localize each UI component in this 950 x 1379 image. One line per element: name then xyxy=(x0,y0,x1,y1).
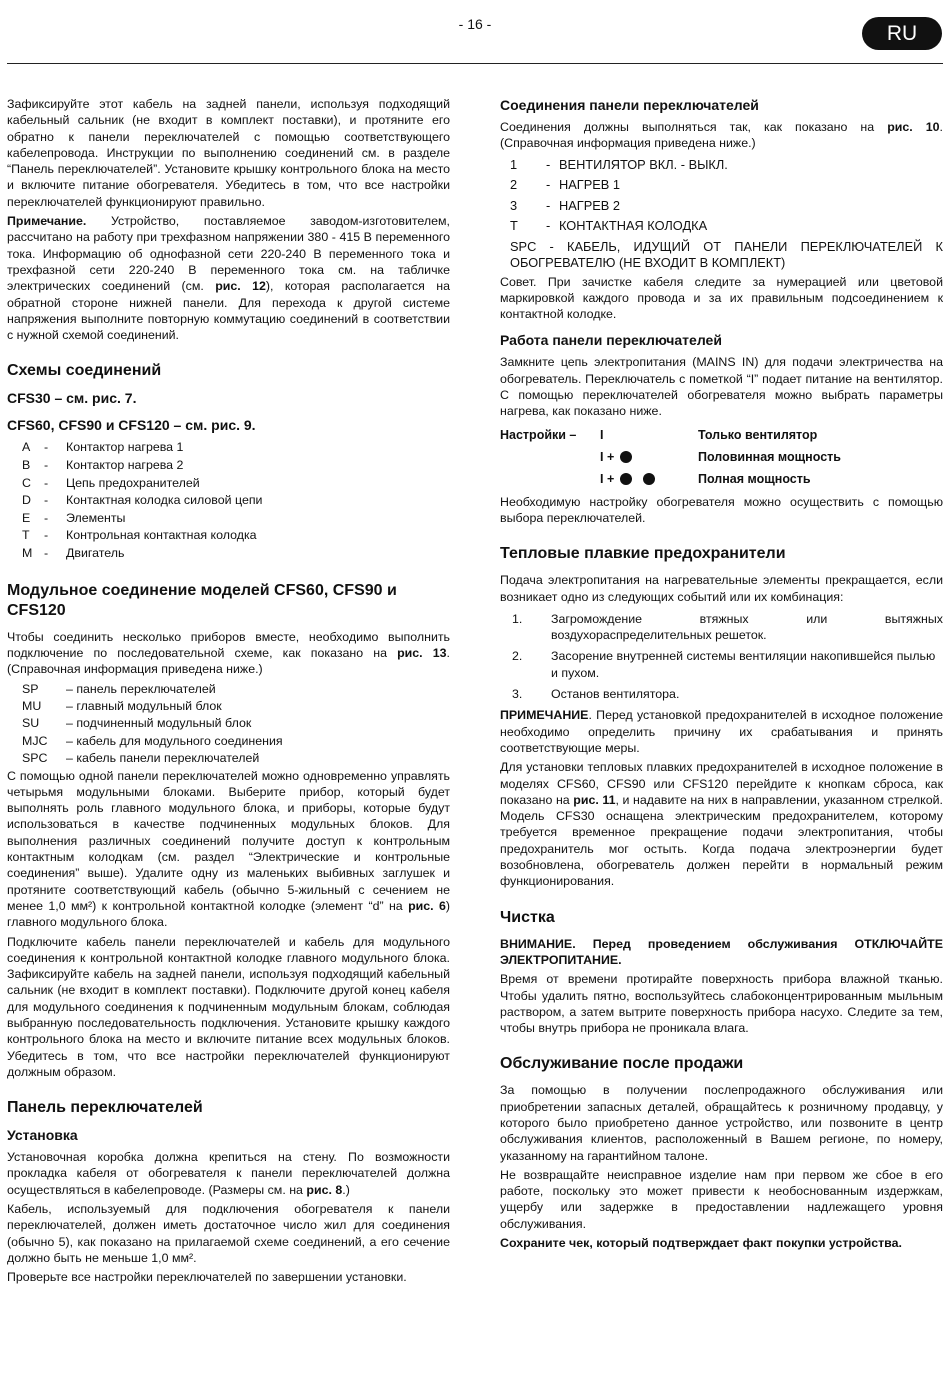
paragraph: За помощью в получении послепродажного обслуживания или приобретении запасных деталей, обращайтесь к розничному продавцу, у которого было приобретено данное устройство, или позвоните в центр обслуживания клиентов, расположенный в Вашем регионе, по номеру, указанному на гарантийном талоне. xyxy=(500,1083,943,1163)
conn-value: КОНТАКТНАЯ КОЛОДКА xyxy=(559,218,708,234)
legend-list xyxy=(7,439,450,562)
legend-key: D xyxy=(22,493,31,508)
list-number: 1. xyxy=(512,611,523,626)
left-column xyxy=(7,96,450,1289)
heat-dot-icon xyxy=(643,473,655,485)
abbr-item xyxy=(7,681,450,698)
setting-description: Половинная мощность xyxy=(698,449,841,464)
legend-key: E xyxy=(22,510,31,525)
header-divider xyxy=(7,63,943,64)
text: . (Справочная информация приведена ниже.) xyxy=(7,645,450,677)
legend-key: C xyxy=(22,475,31,490)
subheading: Установка xyxy=(7,1127,78,1144)
paragraph xyxy=(500,119,943,152)
list-number: 3. xyxy=(512,687,523,702)
legend-item: M - Двигатель xyxy=(7,545,450,563)
legend-item: C - Цепь предохранителей xyxy=(7,475,450,493)
paragraph: Необходимую настройку обогревателя можно осуществить с помощью выбора переключателей. xyxy=(500,494,943,525)
list-text: Загромождение втяжных или вытяжных воздухораспределительных решеток. xyxy=(551,611,943,643)
conn-key: T xyxy=(510,218,518,234)
abbr-item xyxy=(7,698,450,715)
list-number: 2. xyxy=(512,649,523,664)
note-paragraph xyxy=(7,213,450,343)
paragraph: Не возвращайте неисправное изделие нам при первом же сбое в его работе, поскольку это может привести к необоснованным издержкам, ущербу или задержке в предоставлении надлежащего уровня обслуживания. xyxy=(500,1167,943,1231)
paragraph: Зафиксируйте этот кабель на задней панели, используя подходящий кабельный сальник (не входит в комплект поставки), и протяните его обратно к панели переключателей с помощью соответствующего кабелепровода. Инструкции по выполнению соединений см. в разделе “Панель переключателей”. Установите крышку контрольного блока на место и включите питание обогревателя. Убедитесь в том, что все настройки переключателей функционируют правильно. xyxy=(7,97,450,209)
switch-symbol-group xyxy=(600,446,698,468)
list-item xyxy=(500,648,943,681)
conn-value: SPC - КАБЕЛЬ, ИДУЩИЙ ОТ ПАНЕЛИ ПЕРЕКЛЮЧАТЕЛЕЙ К ОБОГРЕВАТЕЛЮ (НЕ ВХОДИТ В КОМПЛЕКТ) xyxy=(510,238,943,271)
list-item xyxy=(500,611,943,644)
page-number: - 16 - xyxy=(458,16,492,32)
receipt-note: Сохраните чек, который подтверждает факт покупки устройства. xyxy=(500,1236,902,1251)
connection-item: 3 - НАГРЕВ 2 xyxy=(500,196,943,217)
figure-ref: рис. 12 xyxy=(215,279,266,294)
language-badge: RU xyxy=(862,17,942,50)
abbr-item xyxy=(7,733,450,750)
abbreviation-list xyxy=(7,681,450,768)
conn-value: НАГРЕВ 2 xyxy=(559,197,620,213)
connection-item: 2 - НАГРЕВ 1 xyxy=(500,175,943,196)
paragraph: Подключите кабель панели переключателей и кабель для модульного соединения к контрольной контактной колодке главного модульного блока. Зафиксируйте кабель на задней панели, используя подходящий кабельный сальник (не входит в комплект поставки). Подключите другой конец кабеля для модульного соединения к подчиненным модульным блокам, соблюдая выбранную последовательность подключения. Установите крышку каждого контрольного блока на место и включите питание всех модульных блоков. Убедитесь в том, что все настройки переключателей функционируют должным образом. xyxy=(7,934,450,1079)
heat-dot-icon xyxy=(620,451,632,463)
note-text: ), которая располагается на обратной стороне нижней панели. Для перехода к другой системе напряжения выполните повторную коммутацию соединений в соответствии с нужной схемой соединений. xyxy=(7,279,450,343)
section-heading: Чистка xyxy=(500,908,555,926)
paragraph: Кабель, используемый для подключения обогревателя к панели переключателей, должен иметь достаточное число жил для соединения (обычно 5), как показано на прилагаемой схеме соединений, а его сечение должно быть не меньше 1,0 мм². xyxy=(7,1202,450,1265)
switch-symbol: I + xyxy=(600,449,615,464)
text: Соединения должны выполняться так, как показано на xyxy=(500,120,888,134)
fuse-cause-list xyxy=(500,611,943,702)
abbr-key: MU xyxy=(22,698,42,713)
abbr-item xyxy=(7,715,450,732)
paragraph xyxy=(500,759,943,889)
section-heading: Обслуживание после продажи xyxy=(500,1055,744,1073)
conn-key: 2 xyxy=(510,177,518,193)
legend-value: Цепь предохранителей xyxy=(66,475,200,490)
abbr-value: – главный модульный блок xyxy=(66,698,222,713)
legend-item: B - Контактор нагрева 2 xyxy=(7,457,450,475)
connection-list xyxy=(500,155,943,272)
abbr-item xyxy=(7,750,450,767)
figure-ref: рис. 10 xyxy=(887,120,940,134)
paragraph: Совет. При зачистке кабеля следите за нумерацией или цветовой маркировкой каждого провода и за их правильным подсоединением к контактной колодке. xyxy=(500,274,943,322)
subheading: Соединения панели переключателей xyxy=(500,97,759,113)
note-text: . Перед установкой предохранителей в исходное положение необходимо определить причину их срабатывания и принять соответствующие меры. xyxy=(500,708,943,755)
conn-key: 1 xyxy=(510,156,518,172)
section-heading: Схемы соединений xyxy=(7,362,162,380)
setting-description: Полная мощность xyxy=(698,471,811,486)
conn-value: НАГРЕВ 1 xyxy=(559,177,620,193)
text: , и надавите на них в направлении, указанном стрелкой. Модель CFS30 оснащена электрическим предохранителем, которому требуется временное прекращение подачи электропитания, чтобы предохранитель мог остыть. Когда подача электроэнергии будет возобновлена, обогреватель должен перейти в нормальный режим функционирования. xyxy=(500,792,943,889)
subheading: CFS30 – см. рис. 7. xyxy=(7,390,137,407)
conn-key: 3 xyxy=(510,197,518,213)
abbr-key: SP xyxy=(22,681,39,696)
legend-value: Контрольная контактная колодка xyxy=(66,528,257,543)
text: .) xyxy=(342,1182,350,1197)
section-heading: Тепловые плавкие предохранители xyxy=(500,545,786,563)
settings-label: Настройки – xyxy=(500,427,577,442)
switch-symbol-group xyxy=(600,468,698,490)
abbr-key: MJC xyxy=(22,733,48,748)
paragraph: Замкните цепь электропитания (MAINS IN) для подачи электричества на обогреватель. Переключатель с пометкой “I” подает питание на вентилятор. С помощью переключателей обогревателя можно выбрать параметры нагрева, как показано ниже. xyxy=(500,355,943,419)
paragraph xyxy=(7,629,450,678)
paragraph: Проверьте все настройки переключателей по завершении установки. xyxy=(7,1270,407,1285)
legend-item: A - Контактор нагрева 1 xyxy=(7,439,450,457)
switch-symbol: I xyxy=(600,427,604,442)
legend-value: Элементы xyxy=(66,510,126,525)
right-column xyxy=(500,96,943,1254)
heat-dot-icon xyxy=(620,473,632,485)
legend-item: D - Контактная колодка силовой цепи xyxy=(7,492,450,510)
note-text: Устройство, поставляемое заводом-изготовителем, рассчитано на работу при трехфазном напряжении 380 - 415 В переменного тока. Информацию об однофазной сети 220-240 В переменного тока и трехфазной сети 220-240 В переменного тока см. на табличке электрических соединений (см. xyxy=(7,214,450,294)
subheading: CFS60, CFS90 и CFS120 – см. рис. 9. xyxy=(7,417,256,434)
paragraph: Время от времени протирайте поверхность прибора влажной тканью. Чтобы удалить пятно, воспользуйтесь слабоконцентрированным мыльным раствором, а затем вытрите поверхность прибора насухо. Следите за тем, чтобы внутрь прибора не проникала влага. xyxy=(500,972,943,1036)
legend-key: M xyxy=(22,546,33,561)
abbr-value: – панель переключателей xyxy=(66,681,216,696)
section-heading: Модульное соединение моделей CFS60, CFS90 и CFS120 xyxy=(7,581,397,619)
setting-description: Только вентилятор xyxy=(698,427,818,442)
figure-ref: рис. 6 xyxy=(408,898,446,913)
connection-item: T - КОНТАКТНАЯ КОЛОДКА xyxy=(500,216,943,237)
section-heading: Панель переключателей xyxy=(7,1099,203,1117)
note-paragraph xyxy=(500,707,943,756)
paragraph: Подача электропитания на нагревательные элементы прекращается, если возникает одно из следующих событий или их комбинация: xyxy=(500,573,943,604)
legend-key: A xyxy=(22,440,31,455)
connection-item: 1 - ВЕНТИЛЯТОР ВКЛ. - ВЫКЛ. xyxy=(500,155,943,176)
abbr-key: SPC xyxy=(22,751,48,766)
list-item xyxy=(500,686,943,702)
settings-table xyxy=(500,424,943,490)
switch-symbol: I + xyxy=(600,471,615,486)
abbr-value: – кабель панели переключателей xyxy=(66,751,260,766)
paragraph xyxy=(7,768,450,931)
figure-ref: рис. 8 xyxy=(306,1182,343,1197)
abbr-value: – подчиненный модульный блок xyxy=(66,716,252,731)
list-text: Засорение внутренней системы вентиляции накопившейся пылью и пухом. xyxy=(551,649,936,680)
text: Для установки тепловых плавких предохранителей в исходное положение в моделях CFS60, CFS90 или CFS120 перейдите к кнопкам сброса, как показано на xyxy=(500,760,943,807)
abbr-key: SU xyxy=(22,716,40,731)
text: Чтобы соединить несколько приборов вместе, необходимо выполнить подключение по последовательной схеме, как показано на xyxy=(7,629,450,660)
conn-value: ВЕНТИЛЯТОР ВКЛ. - ВЫКЛ. xyxy=(559,156,728,172)
legend-value: Двигатель xyxy=(66,546,125,561)
legend-key: B xyxy=(22,458,31,473)
list-text: Останов вентилятора. xyxy=(551,687,680,702)
legend-value: Контактная колодка силовой цепи xyxy=(66,493,263,508)
text: . (Справочная информация приведена ниже.) xyxy=(500,120,943,151)
warning-text: ВНИМАНИЕ. Перед проведением обслуживания ОТКЛЮЧАЙТЕ ЭЛЕКТРОПИТАНИЕ. xyxy=(500,936,943,967)
legend-value: Контактор нагрева 2 xyxy=(66,458,184,473)
figure-ref: рис. 13 xyxy=(397,645,447,660)
paragraph xyxy=(7,1149,450,1198)
abbr-value: – кабель для модульного соединения xyxy=(66,733,283,748)
legend-value: Контактор нагрева 1 xyxy=(66,440,184,455)
note-label: ПРИМЕЧАНИЕ xyxy=(500,708,589,723)
text: С помощью одной панели переключателей можно одновременно управлять четырьмя модульными блоками. Выберите прибор, который будет выполнять роль главного модульного блока, и приборы, которые будут использоваться в качестве подчиненных модульных блоков. Для выполнения различных соединений получите доступ к контрольным контактным колодкам (см. раздел “Электрические и контрольные соединения” выше). Удалите одну из маленьких выбивных заглушек и протяните соответствующий кабель (обычно 5-жильный с сечением не менее 1,0 мм²) к контрольной контактной колодке (элемент “d” на xyxy=(7,768,450,913)
connection-item-spc xyxy=(500,239,943,272)
note-label: Примечание. xyxy=(7,214,87,229)
figure-ref: рис. 11 xyxy=(573,792,616,807)
legend-item: T - Контрольная контактная колодка xyxy=(7,527,450,545)
legend-key: T xyxy=(22,528,30,543)
legend-item: E - Элементы xyxy=(7,510,450,528)
text: ) главного модульного блока. xyxy=(7,898,451,930)
subheading: Работа панели переключателей xyxy=(500,332,722,349)
text: Установочная коробка должна крепиться на стену. По возможности прокладка кабеля от обогревателя к панели переключателей должна осуществляться в кабелепроводе. (Размеры см. на xyxy=(7,1150,450,1197)
